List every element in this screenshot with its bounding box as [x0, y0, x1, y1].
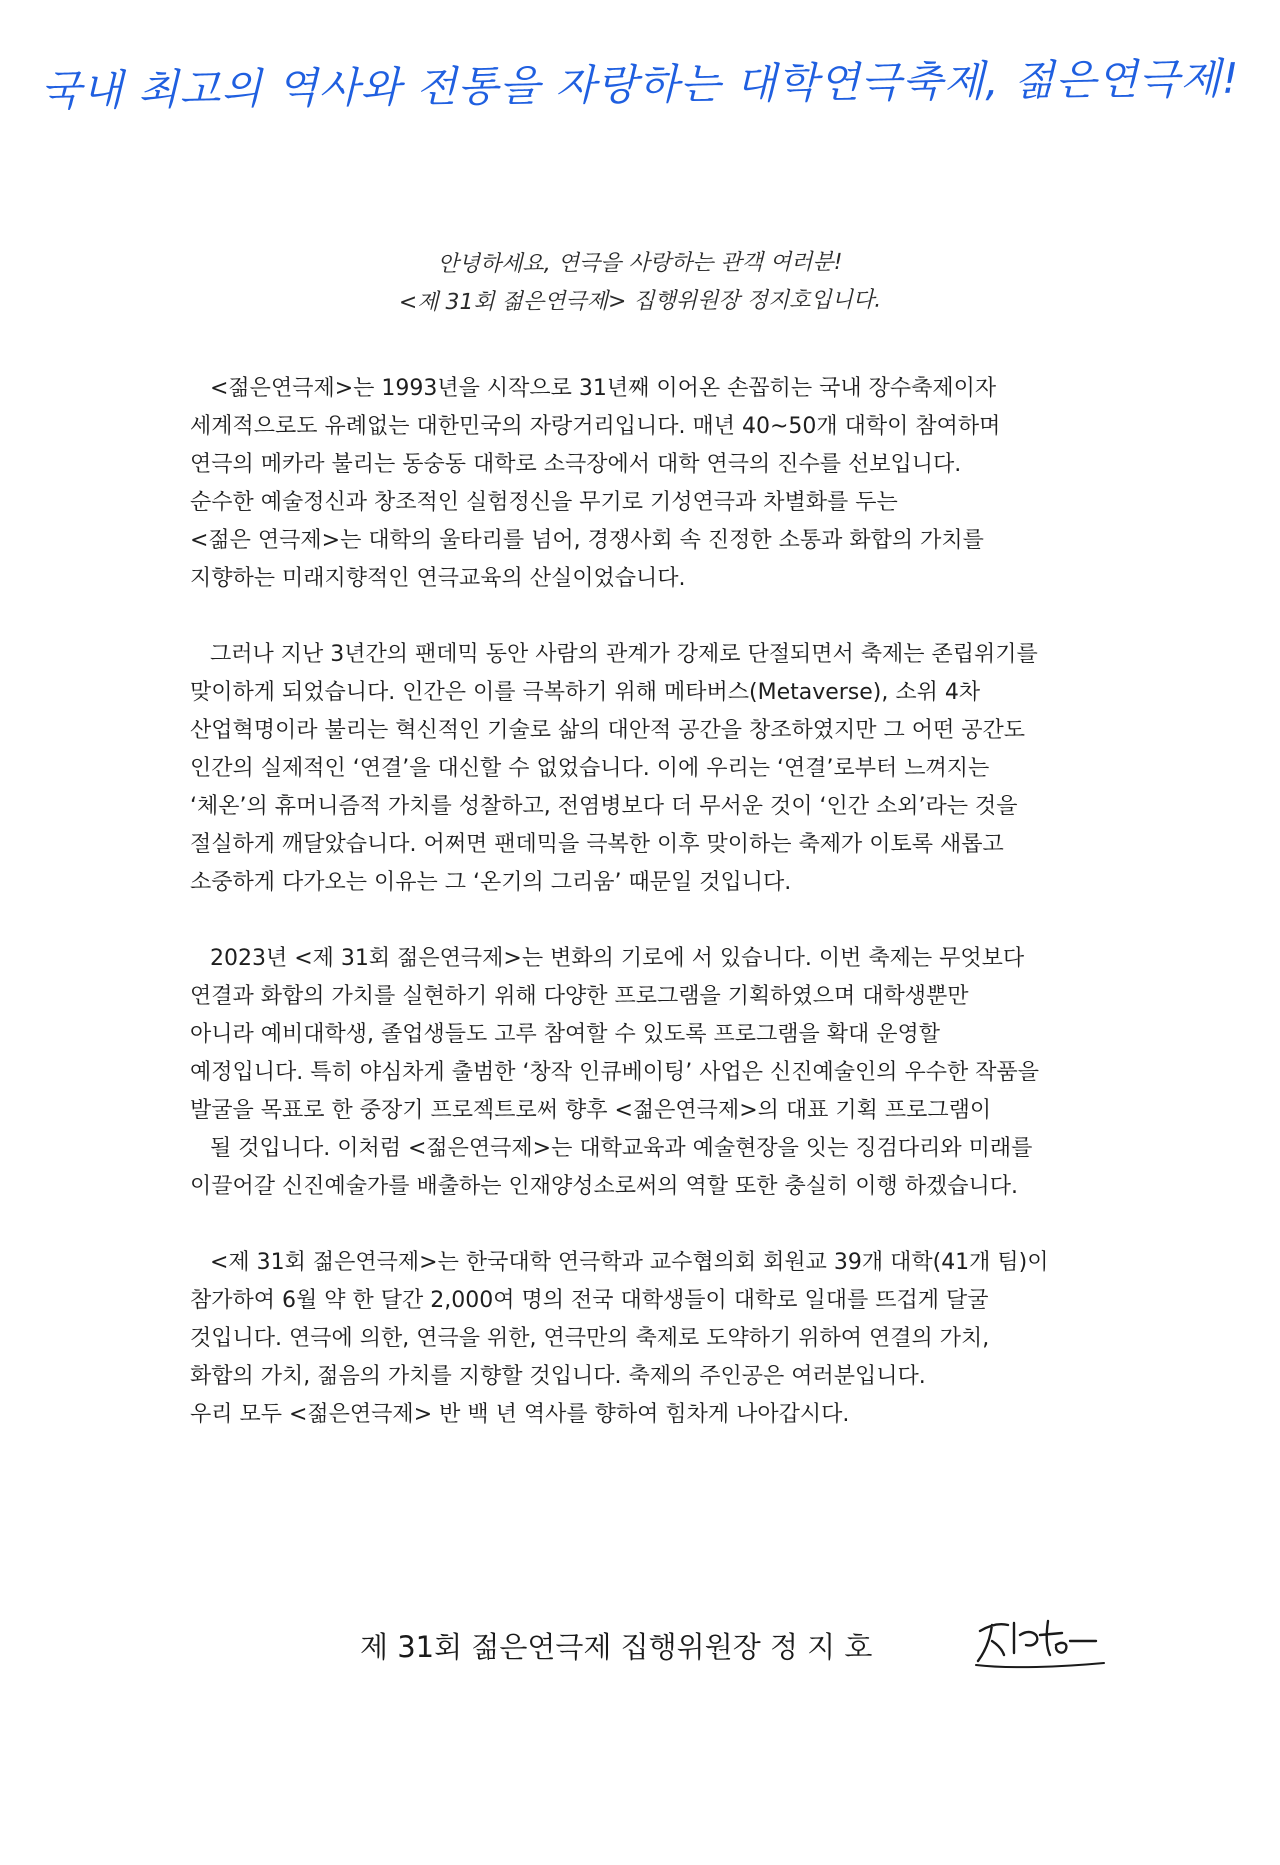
- paragraph-line: 우리 모두 <젊은연극제> 반 백 년 역사를 향하여 힘차게 나아갑시다.: [190, 1402, 850, 1427]
- paragraph-line: 예정입니다. 특히 야심차게 출범한 ‘창작 인큐베이팅’ 사업은 신진예술인의 우수한 작품을: [190, 1060, 1039, 1085]
- paragraph-line: 연극의 메카라 불리는 동숭동 대학로 소극장에서 대학 연극의 진수를 선보입니다.: [190, 452, 962, 477]
- paragraph-line: 산업혁명이라 불리는 혁신적인 기술로 삶의 대안적 공간을 창조하였지만 그 어떤 공간도: [190, 718, 1026, 743]
- paragraph-line: 지향하는 미래지향적인 연극교육의 산실이었습니다.: [190, 566, 686, 591]
- paragraph-line: 인간의 실제적인 ‘연결’을 대신할 수 없었습니다. 이에 우리는 ‘연결’로부터 느껴지는: [190, 756, 990, 781]
- body-paragraph: [190, 636, 1150, 902]
- paragraph-line: 2023년 <제 31회 젊은연극제>는 변화의 기로에 서 있습니다. 이번 축제는 무엇보다: [210, 946, 1025, 971]
- paragraph-line: 참가하여 6월 약 한 달간 2,000여 명의 전국 대학생들이 대학로 일대를 뜨겁게 달굴: [190, 1288, 989, 1313]
- greeting-line-1: 안녕하세요, 연극을 사랑하는 관객 여러분!: [437, 249, 843, 278]
- paragraph-line: 소중하게 다가오는 이유는 그 ‘온기의 그리움’ 때문일 것입니다.: [190, 870, 792, 895]
- paragraph-line: 이끌어갈 신진예술가를 배출하는 인재양성소로써의 역할 또한 충실히 이행 하겠습니다.: [190, 1174, 1019, 1199]
- paragraph-line: 세계적으로도 유례없는 대한민국의 자랑거리입니다. 매년 40~50개 대학이 참여하며: [190, 414, 1001, 439]
- greeting-line-2: <제 31회 젊은연극제> 집행위원장 정지호입니다.: [398, 287, 882, 316]
- body-paragraph: [190, 370, 1150, 598]
- letter-body: [190, 370, 1150, 1472]
- greeting: [0, 245, 1280, 321]
- paragraph-line: 그러나 지난 3년간의 팬데믹 동안 사람의 관계가 강제로 단절되면서 축제는 존립위기를: [210, 642, 1038, 667]
- paragraph-line: <제 31회 젊은연극제>는 한국대학 연극학과 교수협의회 회원교 39개 대학(41개 팀)이: [210, 1250, 1049, 1275]
- paragraph-line: 순수한 예술정신과 창조적인 실험정신을 무기로 기성연극과 차별화를 두는: [190, 490, 898, 515]
- paragraph-line: <젊은연극제>는 1993년을 시작으로 31년째 이어온 손꼽히는 국내 장수축제이자: [210, 376, 997, 401]
- paragraph-line: 화합의 가치, 젊음의 가치를 지향할 것입니다. 축제의 주인공은 여러분입니다.: [190, 1364, 926, 1389]
- paragraph-line: 절실하게 깨달았습니다. 어쩌면 팬데믹을 극복한 이후 맞이하는 축제가 이토록 새롭고: [190, 832, 1004, 857]
- handwritten-signature: [970, 1611, 1110, 1673]
- paragraph-line: 발굴을 목표로 한 중장기 프로젝트로써 향후 <젊은연극제>의 대표 기획 프로그램이: [190, 1098, 992, 1123]
- body-paragraph: [190, 940, 1150, 1206]
- paragraph-line: 될 것입니다. 이처럼 <젊은연극제>는 대학교육과 예술현장을 잇는 징검다리와 미래를: [210, 1136, 1033, 1161]
- paragraph-line: ‘체온’의 휴머니즘적 가치를 성찰하고, 전염병보다 더 무서운 것이 ‘인간 소외’라는 것을: [190, 794, 1018, 819]
- paragraph-line: 연결과 화합의 가치를 실현하기 위해 다양한 프로그램을 기획하였으며 대학생뿐만: [190, 984, 969, 1009]
- signature-block: [360, 1625, 1120, 1685]
- headline-title: 국내 최고의 역사와 전통을 자랑하는 대학연극축제, 젊은연극제!: [40, 53, 1240, 116]
- paragraph-line: 맞이하게 되었습니다. 인간은 이를 극복하기 위해 메타버스(Metaverse), 소위 4차: [190, 680, 981, 705]
- paragraph-line: <젊은 연극제>는 대학의 울타리를 넘어, 경쟁사회 속 진정한 소통과 화합의 가치를: [190, 528, 984, 553]
- body-paragraph: [190, 1244, 1150, 1434]
- paragraph-line: 것입니다. 연극에 의한, 연극을 위한, 연극만의 축제로 도약하기 위하여 연결의 가치,: [190, 1326, 990, 1351]
- signature-text: 제 31회 젊은연극제 집행위원장 정 지 호: [360, 1630, 873, 1664]
- paragraph-line: 아니라 예비대학생, 졸업생들도 고루 참여할 수 있도록 프로그램을 확대 운영할: [190, 1022, 940, 1047]
